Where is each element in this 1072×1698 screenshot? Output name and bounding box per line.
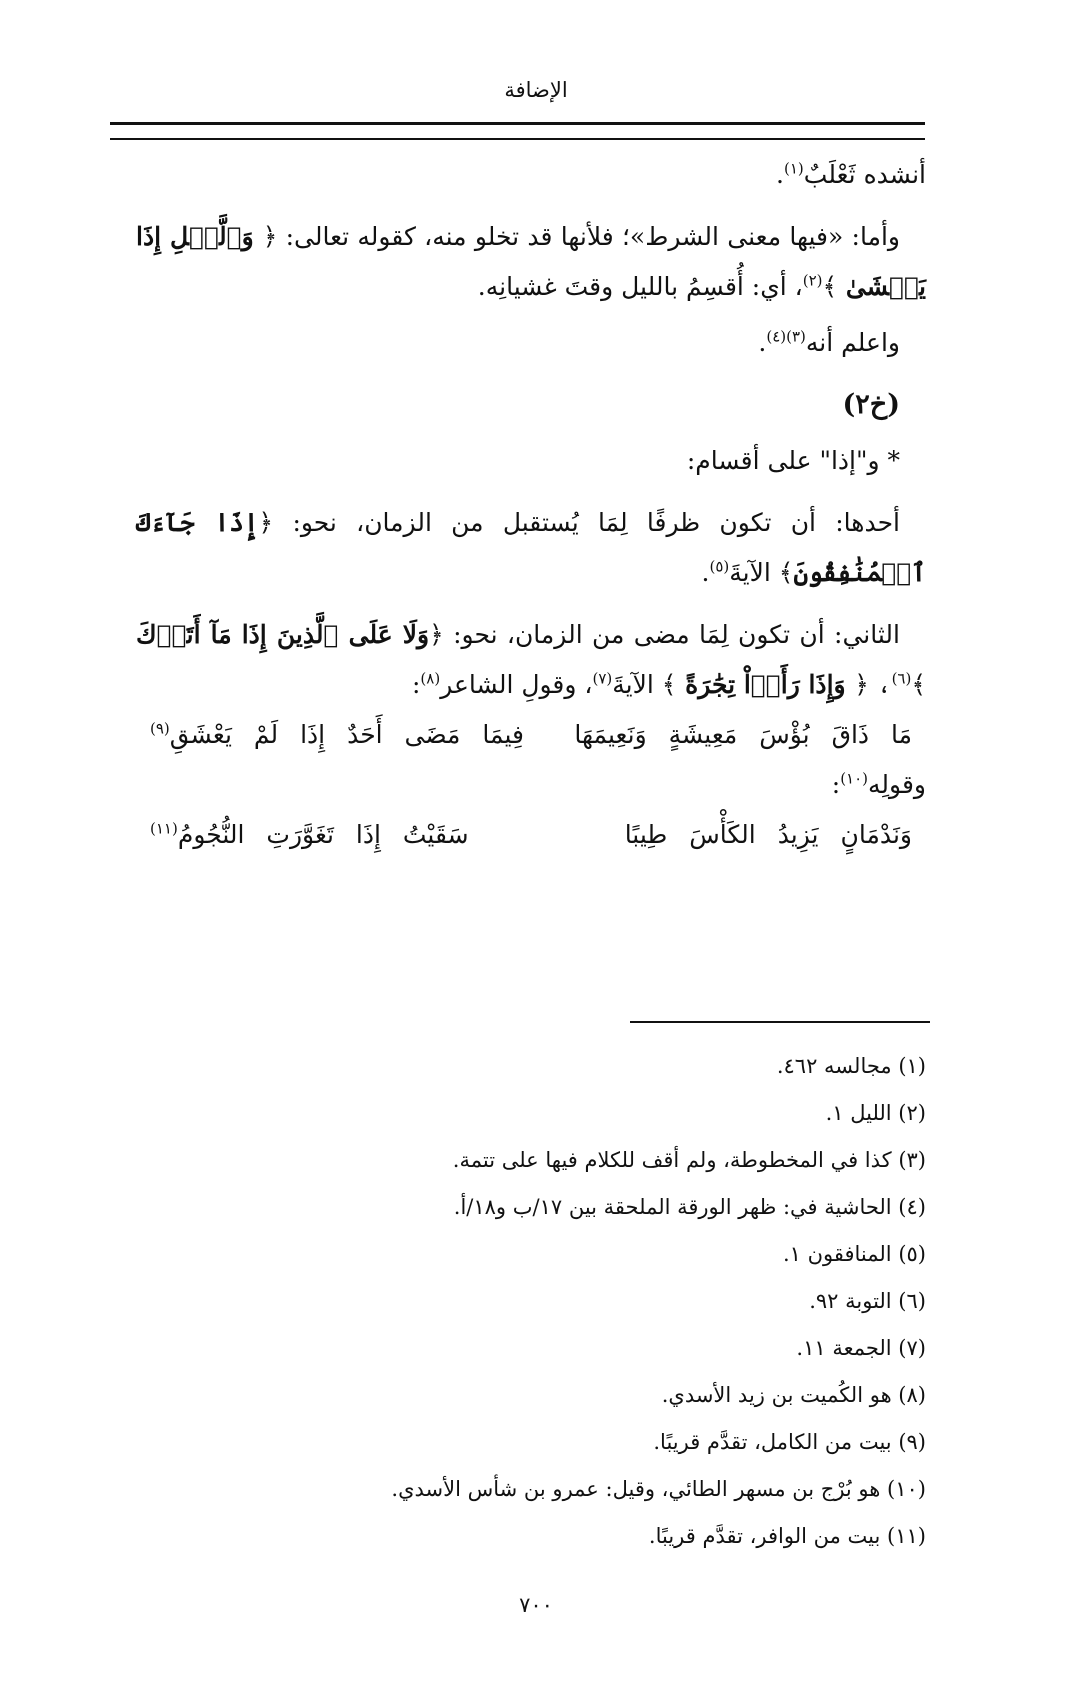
quran-bracket-open: ﴿ [429,620,444,649]
footnote-5: (٥) المنافقون ١. [782,1242,926,1266]
running-header: الإضافة [504,78,568,102]
paragraph-6-aya: الآيةَ [612,670,662,699]
paragraph-4-text: * و"إذا" على أقسام: [686,446,900,475]
paragraph-6-end: : [411,670,421,699]
quran-bracket-close: ﴾ [822,272,838,301]
footnote-6: (٦) التوبة ٩٢. [809,1289,926,1313]
header-rule-thick [110,122,925,125]
paragraph-5-text: أحدها: أن تكون ظرفًا لِمَا يُستقبل من الزمان، نحو: [273,508,900,537]
footnote-3: (٣) كذا في المخطوطة، ولم أقف للكلام فيها على تتمة. [452,1148,926,1172]
footnote-ref-5: (٥) [709,557,730,576]
paragraph-3 [136,318,926,368]
quran-bracket-close: ﴾ [911,670,926,699]
paragraph-7-end: : [831,770,841,799]
poetry-verse-2 [136,810,926,860]
quran-bracket-open: ﴿ [262,222,278,251]
footnote-7: (٧) الجمعة ١١. [796,1336,926,1360]
quran-verse: وَإِذَا رَأَوۡاْ تِجَٰرَةً [676,670,855,699]
verse-2-first-hemistich: وَنَدْمَانٍ يَزِيدُ الكَأْسَ طِيبًا [624,820,912,849]
quran-bracket-close: ﴾ [661,670,677,699]
footnote-10: (١٠) هو بُرْج بن مسهر الطائي، وقيل: عمرو بن شأس الأسدي. [391,1477,926,1501]
paragraph-4 [136,436,926,486]
paragraph-2 [136,212,926,312]
footnote-ref-3: (٣) [786,327,806,346]
footnote-ref-4: (٤) [766,327,787,346]
manuscript-marker-text: (خ٢) [842,389,900,420]
paragraph-1-text: أنشده ثَعْلَبٌ [803,160,926,189]
footnote-11: (١١) بيت من الوافر، تقدَّم قريبًا. [648,1524,926,1548]
paragraph-7 [136,760,926,810]
paragraph-2-text: وأما: «فيها معنى الشرط»؛ فلأنها قد تخلو منه، كقوله تعالى: [277,222,900,251]
paragraph-5-tail: الآيةَ [729,558,779,587]
footnote-ref-7: (٧) [592,669,613,688]
footnote-ref-6: (٦) [891,669,912,688]
verse-1-second-text: فِيمَا مَضَى أَحَدٌ إِذَا لَمْ يَعْشَقِ [169,720,524,749]
paragraph-6-text: الثاني: أن تكون لِمَا مضى من الزمان، نحو: [443,620,900,649]
paragraph-2-tail: ، أي: أُقسِمُ بالليل وقتَ غشيانِه. [477,272,803,301]
main-text [136,150,926,860]
footnote-ref-11: (١١) [150,819,178,838]
paragraph-6-tail: ، وقولِ الشاعر [440,670,593,699]
verse-2-second-text: سَقَيْتُ إِذَا تَغَوَّرَتِ النُّجُومُ [177,820,469,849]
paragraph-1-end: . [776,160,784,189]
footnote-ref-2: (٢) [802,271,823,290]
page-number: ٧٠٠ [519,1593,553,1617]
verse-1-first-hemistich: مَا ذَاقَ بُؤْسَ مَعِيشَةٍ وَنَعِيمَهَا [574,720,912,749]
footnote-2: (٢) الليل ١. [825,1101,926,1125]
quran-verse: إِذَا جَآءَكَ ٱلۡمُنَٰفِقُونَ [136,508,926,587]
footnote-8: (٨) هو الكُميت بن زيد الأسدي. [661,1383,926,1407]
footnote-9: (٩) بيت من الكامل، تقدَّم قريبًا. [653,1430,926,1454]
quran-bracket-open: ﴿ [258,508,274,537]
quran-verse: وَٱلَّيۡلِ إِذَا يَغۡشَىٰ [136,222,926,301]
verse-1-second-hemistich [150,710,524,760]
footnote-ref-10: (١٠) [840,769,869,788]
paragraph-5 [136,498,926,598]
paragraph-3-end: . [758,328,767,357]
footnotes-list [136,1043,926,1560]
footnote-1: (١) مجالسه ٤٦٢. [776,1054,926,1078]
footnote-separator [630,1021,930,1023]
footnote-4: (٤) الحاشية في: ظهر الورقة الملحقة بين ١٧/ب و١٨/أ. [453,1195,926,1219]
verse-2-second-hemistich [150,810,469,860]
paragraph-7-text: وقولِه [868,770,926,799]
footnote-ref-8: (٨) [420,669,441,688]
quran-bracket-open: ﴿ [854,670,869,699]
quran-verse: وَلَا عَلَى ٱلَّذِينَ إِذَا مَآ أَتَوۡكَ [136,620,430,649]
paragraph-6 [136,610,926,710]
poetry-verse-1 [136,710,926,760]
footnote-ref-1: (١) [784,159,804,178]
header-rule-thin [110,138,925,140]
quran-bracket-close: ﴾ [778,558,794,587]
footnote-ref-9: (٩) [150,719,170,738]
separator: ، [868,670,892,699]
paragraph-3-text: واعلم أنه [805,328,900,357]
paragraph-5-end: . [701,558,710,587]
manuscript-marker [136,380,926,430]
paragraph-1 [136,150,926,200]
